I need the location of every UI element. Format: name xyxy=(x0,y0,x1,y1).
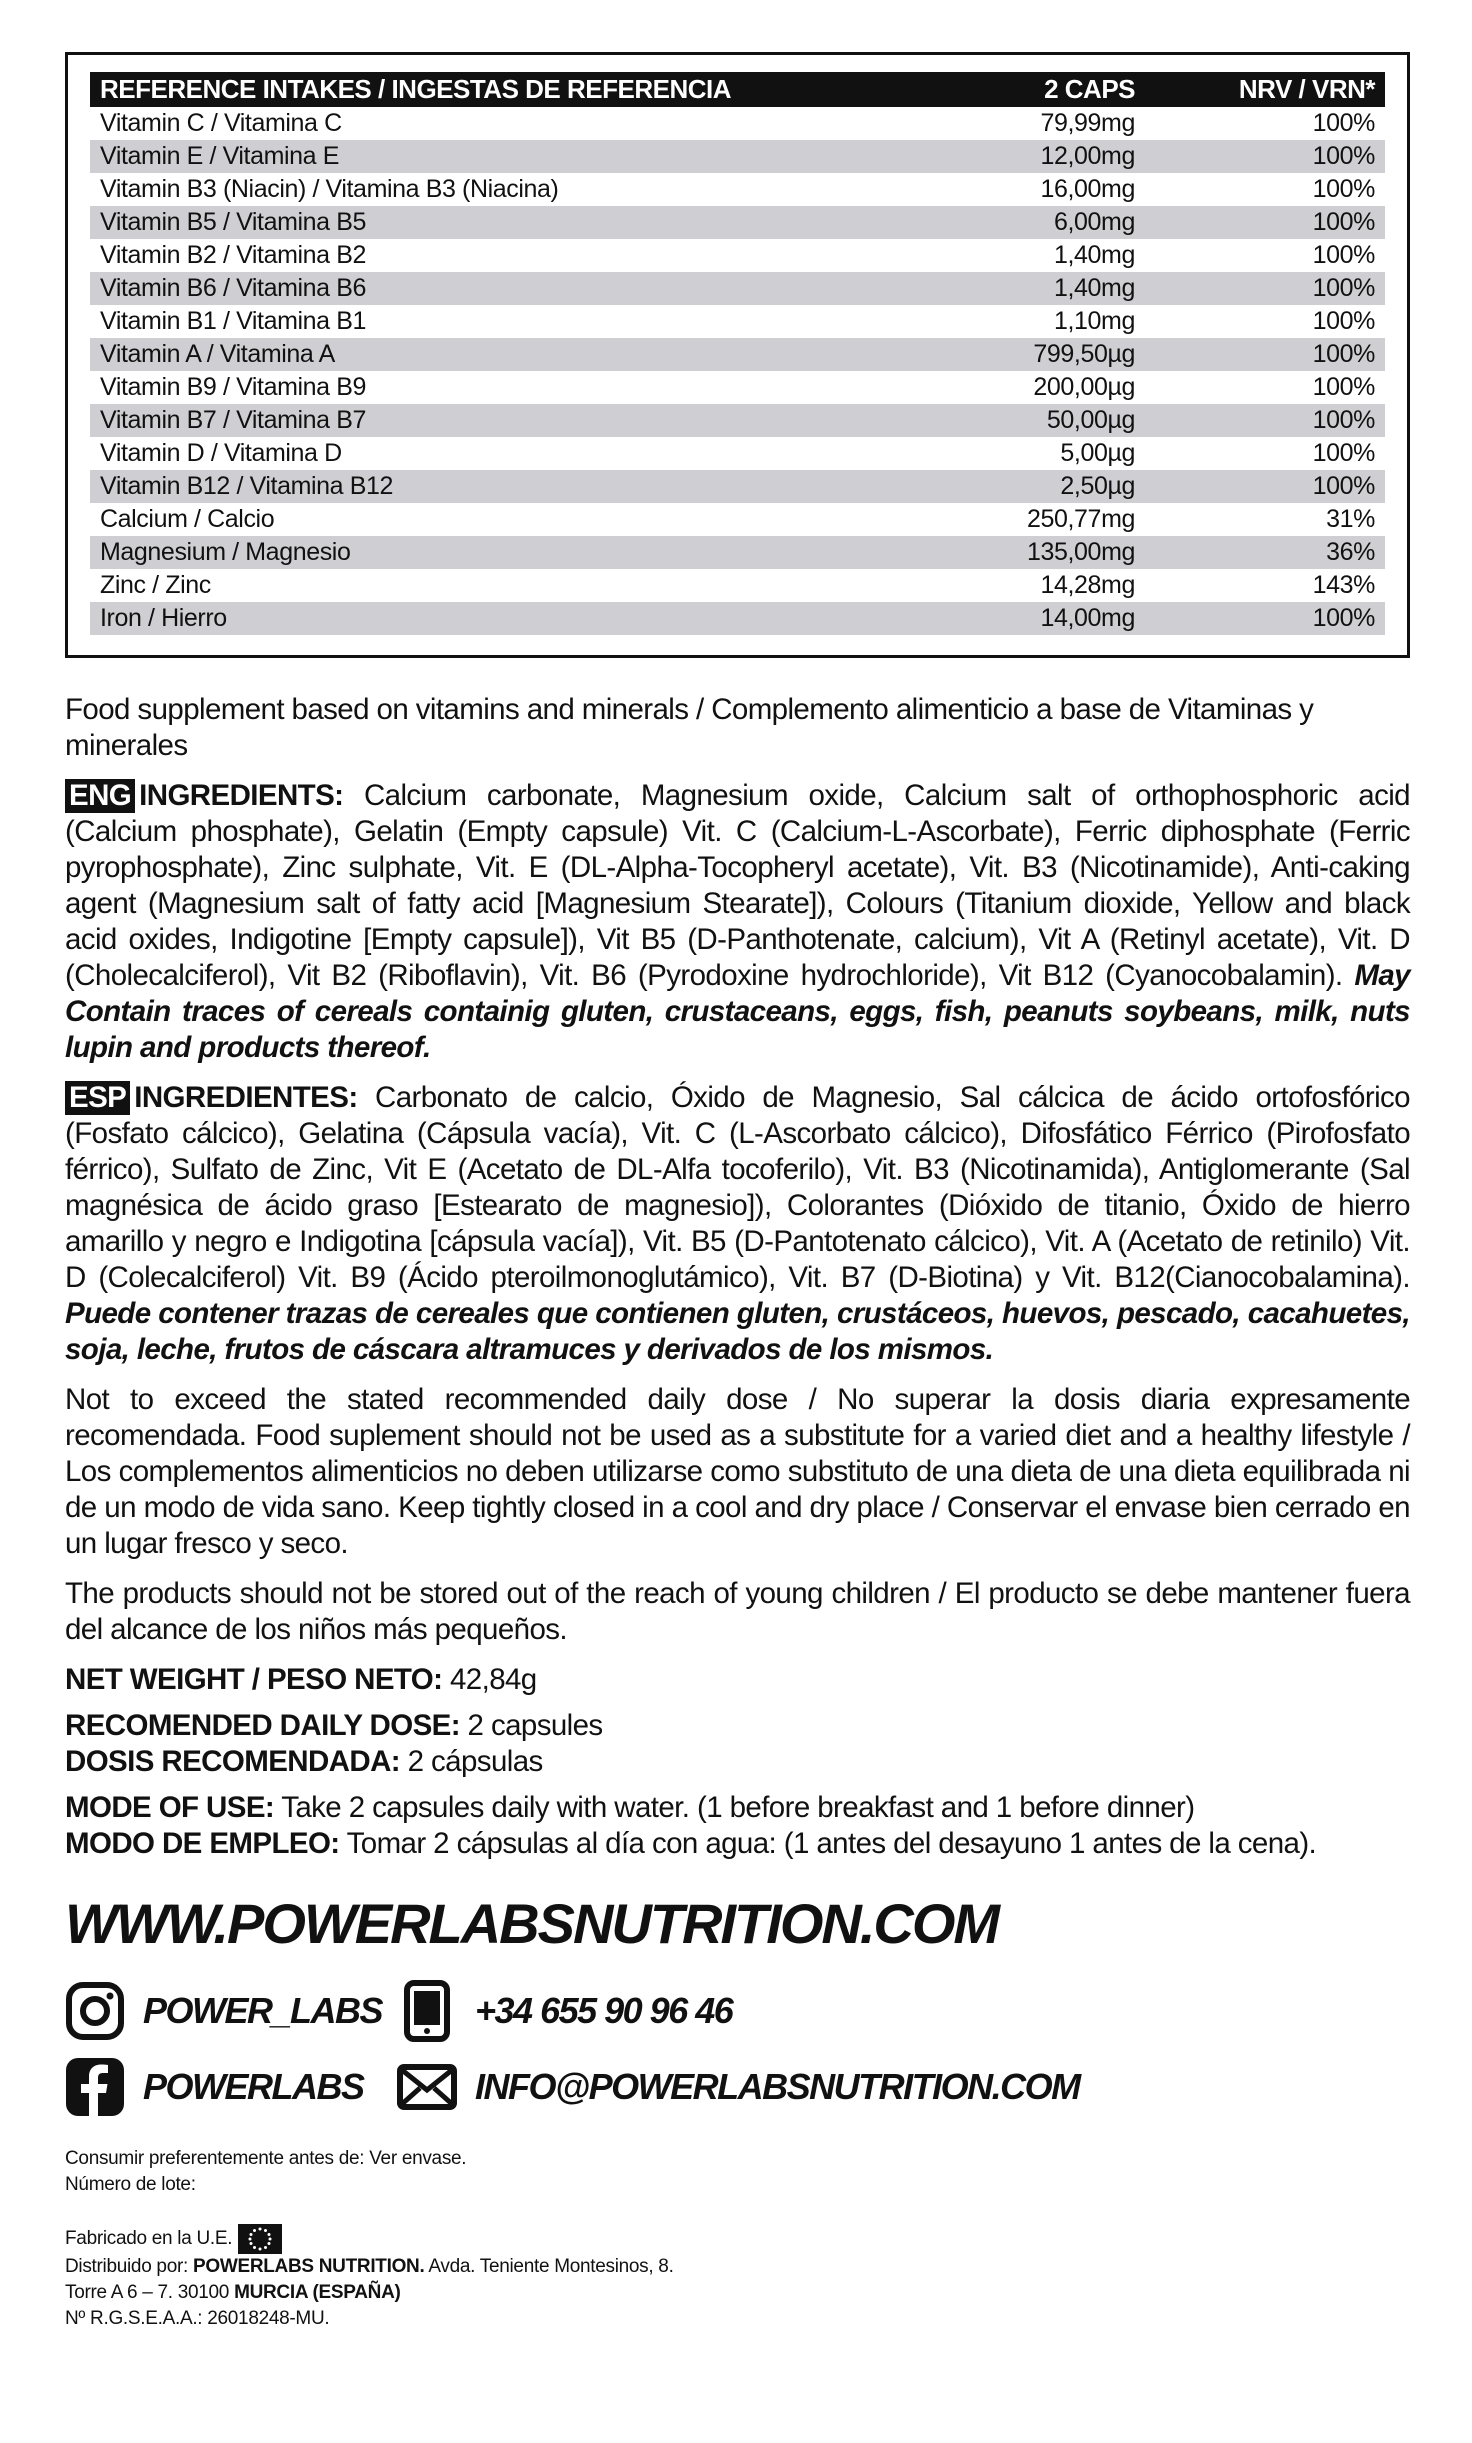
cell-nutrient: Calcium / Calcio xyxy=(100,505,275,533)
ingredients-spanish xyxy=(65,1080,1410,1368)
allergens-eng: May Contain traces of cereals containig gluten, crustaceans, eggs, fish, peanuts soybeans, milk, nuts lupin and products thereof. xyxy=(65,959,1410,1064)
ingredients-heading-esp: INGREDIENTES: xyxy=(134,1081,358,1114)
cell-amount: 135,00mg xyxy=(925,536,1145,569)
cell-amount: 1,40mg xyxy=(1054,241,1135,269)
table-row xyxy=(90,437,1385,470)
use-value-en: Take 2 capsules daily with water. (1 before breakfast and 1 before dinner) xyxy=(274,1791,1195,1824)
table-row xyxy=(90,338,1385,371)
cell-amount: 50,00µg xyxy=(925,404,1145,437)
reference-intakes-table xyxy=(90,72,1385,635)
cell-nrv: 100% xyxy=(1145,272,1385,305)
social-contacts xyxy=(65,1978,1410,2128)
cell-amount: 6,00mg xyxy=(925,206,1145,239)
use-label-en: MODE OF USE: xyxy=(65,1791,275,1824)
eu-flag-icon xyxy=(238,2224,282,2254)
children-warning: The products should not be stored out of the reach of young children / El producto se debe mantener fuera del alcance de los niños más pequeños. xyxy=(65,1577,1410,1646)
phone-contact[interactable] xyxy=(397,1978,732,2044)
table-row xyxy=(90,272,1385,305)
table-row xyxy=(90,305,1385,338)
lang-badge-eng: ENG xyxy=(65,779,135,813)
table-row xyxy=(90,470,1385,503)
cell-nutrient: Magnesium / Magnesio xyxy=(90,536,925,569)
website-link[interactable]: WWW.POWERLABSNUTRITION.COM xyxy=(65,1892,999,1955)
dose-spanish xyxy=(65,1744,1410,1780)
instagram-handle: POWER_LABS xyxy=(143,1990,383,2031)
ingredients-english xyxy=(65,778,1410,1066)
table-row xyxy=(90,206,1385,239)
table-row xyxy=(90,536,1385,569)
cell-amount: 1,10mg xyxy=(1054,307,1135,335)
made-in-eu xyxy=(65,2224,1410,2254)
cell-nutrient: Zinc / Zinc xyxy=(100,571,211,599)
table-row xyxy=(90,173,1385,206)
made-in-text: Fabricado en la U.E. xyxy=(65,2228,233,2250)
table-row xyxy=(90,503,1385,536)
distributed-label: Distribuido por: xyxy=(65,2256,193,2277)
product-description: Food supplement based on vitamins and minerals / Complemento alimenticio a base de Vitaminas y minerales xyxy=(65,693,1314,762)
cell-amount: 12,00mg xyxy=(925,140,1145,173)
dose-value-en: 2 capsules xyxy=(459,1709,603,1742)
cell-nrv: 100% xyxy=(1145,206,1385,239)
ingredients-heading-eng: INGREDIENTS: xyxy=(139,779,344,812)
instagram-contact[interactable] xyxy=(65,1978,382,2044)
phone-icon xyxy=(397,1981,457,2041)
cell-nrv: 36% xyxy=(1145,536,1385,569)
mode-of-use-spanish xyxy=(65,1826,1410,1862)
header-nutrient: REFERENCE INTAKES / INGESTAS DE REFERENCIA xyxy=(90,72,925,107)
table-row xyxy=(90,602,1385,635)
cell-amount: 799,50µg xyxy=(925,338,1145,371)
table-row xyxy=(90,140,1385,173)
cell-nutrient: Vitamin E / Vitamina E xyxy=(90,140,925,173)
cell-nrv: 143% xyxy=(1312,571,1375,599)
cell-amount: 250,77mg xyxy=(1027,505,1135,533)
cell-nrv: 100% xyxy=(1312,307,1375,335)
table-row xyxy=(90,239,1385,272)
table-row xyxy=(90,371,1385,404)
table-row xyxy=(90,107,1385,140)
cell-amount: 14,00mg xyxy=(925,602,1145,635)
distributor-name: POWERLABS NUTRITION. xyxy=(192,2256,425,2277)
cell-nrv: 100% xyxy=(1312,439,1375,467)
cell-nrv: 100% xyxy=(1312,109,1375,137)
cell-amount: 79,99mg xyxy=(1040,109,1135,137)
dose-label-es: DOSIS RECOMENDADA: xyxy=(65,1745,401,1778)
dose-value-es: 2 cápsulas xyxy=(400,1745,543,1778)
lot-number: Número de lote: xyxy=(65,2174,196,2195)
cell-amount: 16,00mg xyxy=(1040,175,1135,203)
allergens-esp: Puede contener trazas de cereales que contienen gluten, crustáceos, huevos, pescado, cacahuetes, soja, leche, frutos de cáscara altramuces y derivados de los mismos. xyxy=(65,1297,1410,1366)
dose-english xyxy=(65,1708,1410,1744)
email-contact[interactable] xyxy=(397,2054,1080,2120)
net-weight xyxy=(65,1662,1410,1698)
table-row xyxy=(90,569,1385,602)
cell-nutrient: Vitamin B12 / Vitamina B12 xyxy=(90,470,925,503)
cell-nutrient: Vitamin B1 / Vitamina B1 xyxy=(100,307,367,335)
cell-nutrient: Vitamin A / Vitamina A xyxy=(90,338,925,371)
cell-nrv: 100% xyxy=(1145,404,1385,437)
city: MURCIA (ESPAÑA) xyxy=(234,2282,401,2303)
cell-nutrient: Vitamin C / Vitamina C xyxy=(100,109,342,137)
cell-nutrient: Vitamin B9 / Vitamina B9 xyxy=(100,373,367,401)
facebook-icon xyxy=(65,2057,125,2117)
cell-nutrient: Vitamin B3 (Niacin) / Vitamina B3 (Niacina) xyxy=(100,175,559,203)
distributor-line xyxy=(65,2254,1410,2280)
mail-icon xyxy=(397,2057,457,2117)
cell-nrv: 100% xyxy=(1145,338,1385,371)
cell-amount: 14,28mg xyxy=(1040,571,1135,599)
cell-nrv: 31% xyxy=(1326,505,1375,533)
cell-nrv: 100% xyxy=(1145,602,1385,635)
reference-intakes-box xyxy=(65,52,1410,658)
table-header-row xyxy=(90,72,1385,107)
ingredients-text-eng: Calcium carbonate, Magnesium oxide, Calcium salt of orthophosphoric acid (Calcium phosphate), Gelatin (Empty capsule) Vit. C (Calcium-L-Ascorbate), Ferric diphosphate (Ferric pyrophosphate), Zinc sulphate, Vit. E (DL-Alpha-Tocopheryl acetate), Vit. B3 (Nicotinamide), Anti-caking agent (Magnesium salt of fatty acid [Magnesium Stearate]), Colours (Titanium dioxide, Yellow and black acid oxides, Indigotine [Empty capsule]), Vit B5 (D-Panthotenate, calcium), Vit A (Retinyl acetate), Vit. D (Cholecalciferol), Vit B2 (Riboflavin), Vit. B6 (Pyrodoxine hydrochloride), Vit B12 (Cyanocobalamin). xyxy=(65,779,1410,992)
instagram-icon xyxy=(65,1981,125,2041)
cell-amount: 1,40mg xyxy=(925,272,1145,305)
footer-info xyxy=(65,2146,1410,2332)
mode-of-use-english xyxy=(65,1790,1410,1826)
use-label-es: MODO DE EMPLEO: xyxy=(65,1827,340,1860)
cell-nutrient: Iron / Hierro xyxy=(90,602,925,635)
cell-nutrient: Vitamin D / Vitamina D xyxy=(100,439,342,467)
cell-nrv: 100% xyxy=(1145,140,1385,173)
net-weight-label: NET WEIGHT / PESO NETO: xyxy=(65,1663,443,1696)
cell-nrv: 100% xyxy=(1312,373,1375,401)
use-value-es: Tomar 2 cápsulas al día con agua: (1 antes del desayuno 1 antes de la cena). xyxy=(339,1827,1317,1860)
label-page xyxy=(65,52,1410,2332)
phone-number: +34 655 90 96 46 xyxy=(475,1990,733,2031)
cell-nrv: 100% xyxy=(1312,175,1375,203)
net-weight-value: 42,84g xyxy=(442,1663,537,1696)
best-before: Consumir preferentemente antes de: Ver envase. xyxy=(65,2148,467,2169)
email-address: INFO@POWERLABSNUTRITION.COM xyxy=(475,2066,1080,2107)
warnings-text: Not to exceed the stated recommended daily dose / No superar la dosis diaria expresamente recomendada. Food suplement should not be used as a substitute for a varied diet and a healthy lifestyle / Los complementos alimenticios no deben utilizarse como substituto de una dieta de una dieta equilibrada ni de un modo de vida sano. Keep tightly closed in a cool and dry place / Conservar el envase bien cerrado en un lugar fresco y seco. xyxy=(65,1383,1410,1560)
table-row xyxy=(90,404,1385,437)
address-line-1: Avda. Teniente Montesinos, 8. xyxy=(424,2256,674,2277)
cell-amount: 5,00µg xyxy=(1060,439,1135,467)
address-line xyxy=(65,2280,1410,2306)
address-line-2: Torre A 6 – 7. 30100 xyxy=(65,2282,235,2303)
dose-label-en: RECOMENDED DAILY DOSE: xyxy=(65,1709,460,1742)
ingredients-text-esp: Carbonato de calcio, Óxido de Magnesio, Sal cálcica de ácido ortofosfórico (Fosfato cálcico), Gelatina (Cápsula vacía), Vit. C (L-Ascorbato cálcico), Difosfático Férrico (Pirofosfato férrico), Sulfato de Zinc, Vit E (Acetato de DL-Alfa tocoferilo), Vit. B3 (Nicotinamida), Antiglomerante (Sal magnésica de ácido graso [Estearato de magnesio]), Colorantes (Dióxido de titanio, Óxido de hierro amarillo y negro e Indigotina [cápsula vacía]), Vit. B5 (D-Pantotenato cálcico), Vit. A (Acetato de retinilo) Vit. D (Colecalciferol) Vit. B9 (Ácido pteroilmonoglutámico), Vit. B7 (D-Biotina) y Vit. B12(Cianocobalamina). xyxy=(65,1081,1410,1294)
cell-nutrient: Vitamin B6 / Vitamina B6 xyxy=(90,272,925,305)
cell-nrv: 100% xyxy=(1145,470,1385,503)
cell-nrv: 100% xyxy=(1312,241,1375,269)
cell-amount: 200,00µg xyxy=(1033,373,1135,401)
registry-number: Nº R.G.S.E.A.A.: 26018248-MU. xyxy=(65,2308,330,2329)
facebook-contact[interactable] xyxy=(65,2054,364,2120)
cell-nutrient: Vitamin B2 / Vitamina B2 xyxy=(100,241,367,269)
cell-nutrient: Vitamin B7 / Vitamina B7 xyxy=(90,404,925,437)
table-body xyxy=(90,107,1385,635)
header-nrv: NRV / VRN* xyxy=(1145,72,1385,107)
cell-nutrient: Vitamin B5 / Vitamina B5 xyxy=(90,206,925,239)
facebook-handle: POWERLABS xyxy=(143,2066,364,2107)
cell-amount: 2,50µg xyxy=(925,470,1145,503)
header-amount: 2 CAPS xyxy=(925,72,1145,107)
lang-badge-esp: ESP xyxy=(65,1081,130,1115)
